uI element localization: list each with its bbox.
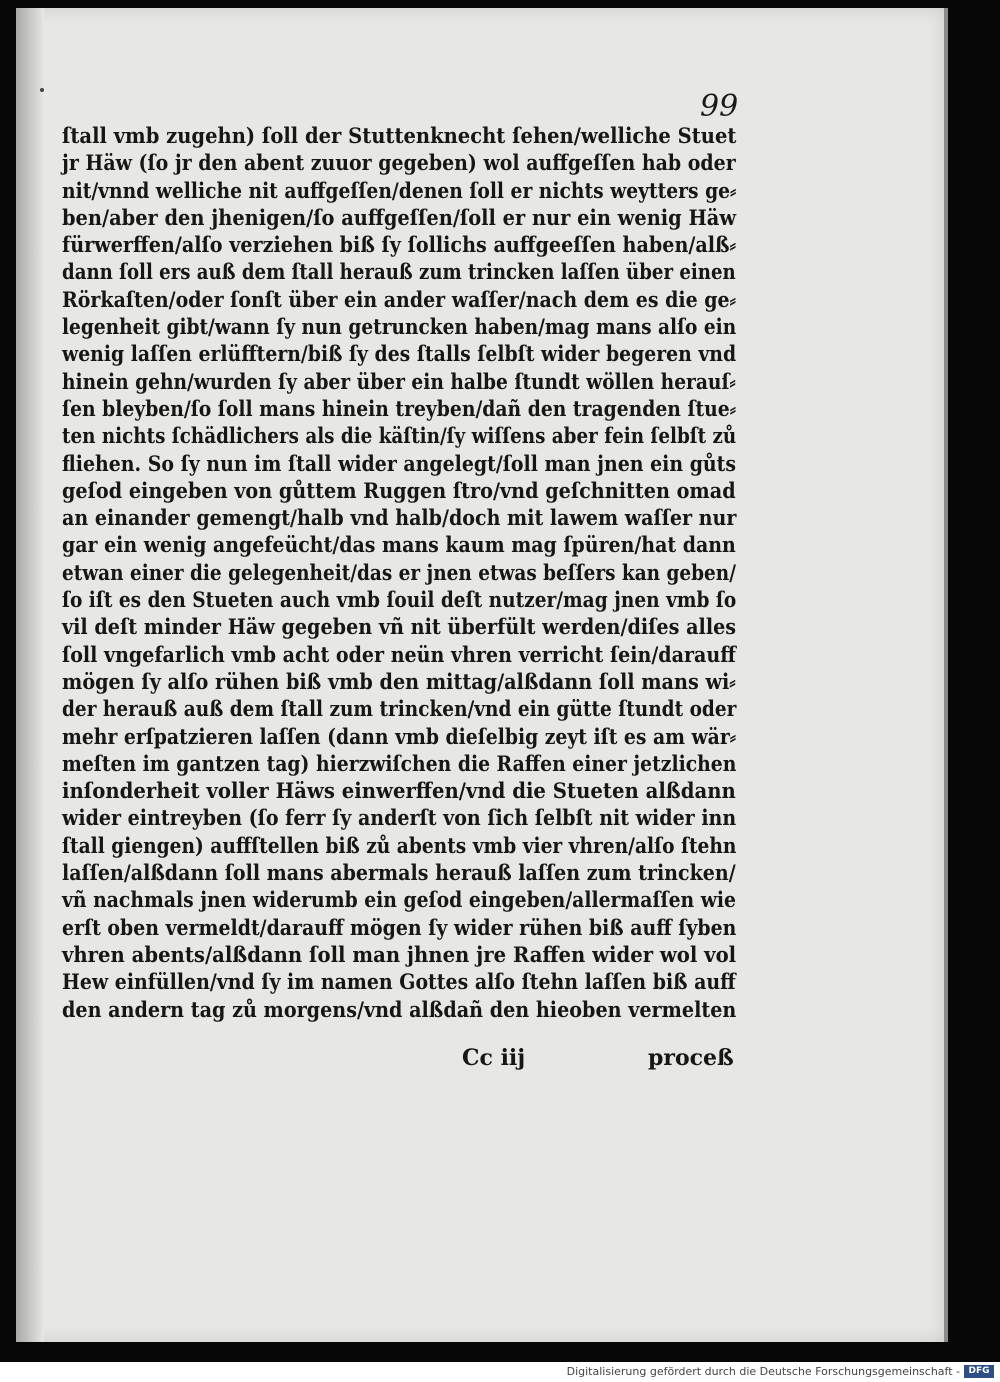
text-line: ten nichts ſchädlichers als die käſtin/ſy wiſſens aber fein ſelbſt zů <box>62 423 737 449</box>
credit-text: Digitalisierung gefördert durch die Deutsche Forschungsgemeinschaft - <box>566 1365 960 1378</box>
digitization-credit-bar <box>0 1362 1000 1382</box>
text-line: ſtall giengen) auffſtellen biß zů abents vmb vier vhren/alſo ſtehn <box>62 832 737 858</box>
text-line: ben/aber den jhenigen/ſo auffgeſſen/ſoll er nur ein wenig Häw <box>62 204 737 230</box>
text-line: ſo iſt es den Stueten auch vmb ſouil deſt nutzer/mag jnen vmb ſo <box>62 587 737 613</box>
text-line: hinein gehn/wurden ſy aber über ein halbe ſtundt wöllen herauſ⸗ <box>62 368 736 394</box>
text-line: meſten im gantzen tag) hierzwiſchen die Raffen einer jetzlichen <box>62 750 737 776</box>
signature-mark: Cc iij <box>462 1045 526 1071</box>
text-line: vhren abents/alßdann ſoll man jhnen jre Raffen wider wol vol <box>62 941 737 967</box>
text-line: nit/vnnd welliche nit auffgeſſen/denen ſoll er nichts weytters ge⸗ <box>62 177 737 203</box>
page-gutter <box>16 8 44 1342</box>
text-line: der herauß auß dem ſtall zum trincken/vnd ein gütte ſtundt oder <box>62 696 737 722</box>
text-line: gar ein wenig angefeücht/das mans kaum mag ſpüren/hat dann <box>62 532 736 558</box>
text-line: erſt oben vermeldt/darauff mögen ſy wider rühen biß auff ſyben <box>62 914 737 940</box>
text-line: inſonderheit voller Häws einwerffen/vnd die Stueten alßdann <box>62 778 736 804</box>
page-number: 99 <box>700 89 739 124</box>
text-line: fliehen. So ſy nun im ſtall wider angelegt/ſoll man jnen ein gůts <box>62 450 737 476</box>
text-line: laſſen/alßdann ſoll mans abermals herauß laſſen zum trincken/ <box>62 860 736 886</box>
text-line: dann ſoll ers auß dem ſtall herauß zum trincken laſſen über einen <box>62 259 736 285</box>
text-line: ſoll vngefarlich vmb acht oder neün vhren verricht ſein/darauff <box>62 641 736 667</box>
text-line: mehr erſpatzieren laſſen (dann vmb dieſelbig zeyt iſt es am wär⸗ <box>62 723 736 749</box>
text-line: Hew einfüllen/vnd ſy im namen Gottes alſo ſtehn laſſen biß auff <box>62 969 736 995</box>
text-line: etwan einer die gelegenheit/das er jnen etwas beſſers kan geben/ <box>62 559 736 585</box>
page-footer <box>62 1042 736 1074</box>
body-text <box>62 122 736 1023</box>
text-line: vil deſt minder Häw gegeben vñ nit überfült werden/diſes alles <box>62 614 737 640</box>
margin-mark <box>40 88 44 92</box>
text-line: mögen ſy alſo rühen biß vmb den mittag/alßdann ſoll mans wi⸗ <box>62 668 736 694</box>
text-line: wider eintreyben (ſo ferr ſy anderſt von ſich ſelbſt nit wider inn <box>62 805 737 831</box>
text-line: den andern tag zů morgens/vnd alßdañ den hieoben vermelten <box>62 996 737 1022</box>
dfg-logo: DFG <box>964 1365 994 1378</box>
text-line: wenig laſſen erlüfftern/biß ſy des ſtalls ſelbſt wider begeren vnd <box>62 341 737 367</box>
text-line: legenheit gibt/wann ſy nun getruncken haben/mag mans alſo ein <box>62 314 737 340</box>
text-line: jr Häw (ſo jr den abent zuuor gegeben) wol auffgeſſen hab oder <box>62 150 736 176</box>
text-line: geſod eingeben von gůttem Ruggen ſtro/vnd geſchnitten omad <box>62 477 736 503</box>
text-line: Rörkaſten/oder ſonſt über ein ander waſſer/nach dem es die ge⸗ <box>62 286 736 312</box>
text-line: ſtall vmb zugehn) ſoll der Stuttenknecht ſehen/welliche Stuet <box>62 123 737 148</box>
text-line: ſen bleyben/ſo ſoll mans hinein treyben/dañ den tragenden ſtue⸗ <box>62 395 736 421</box>
text-line: fürwerffen/alſo verziehen biß ſy ſollichs auffgeeſſen haben/alß⸗ <box>62 232 736 258</box>
catchword: proceß <box>648 1045 734 1071</box>
page-edge <box>944 8 948 1342</box>
text-line: an einander gemengt/halb vnd halb/doch mit lawem waſſer nur <box>62 505 737 531</box>
text-line: vñ nachmals jnen widerumb ein geſod eingeben/allermaſſen wie <box>62 887 736 913</box>
